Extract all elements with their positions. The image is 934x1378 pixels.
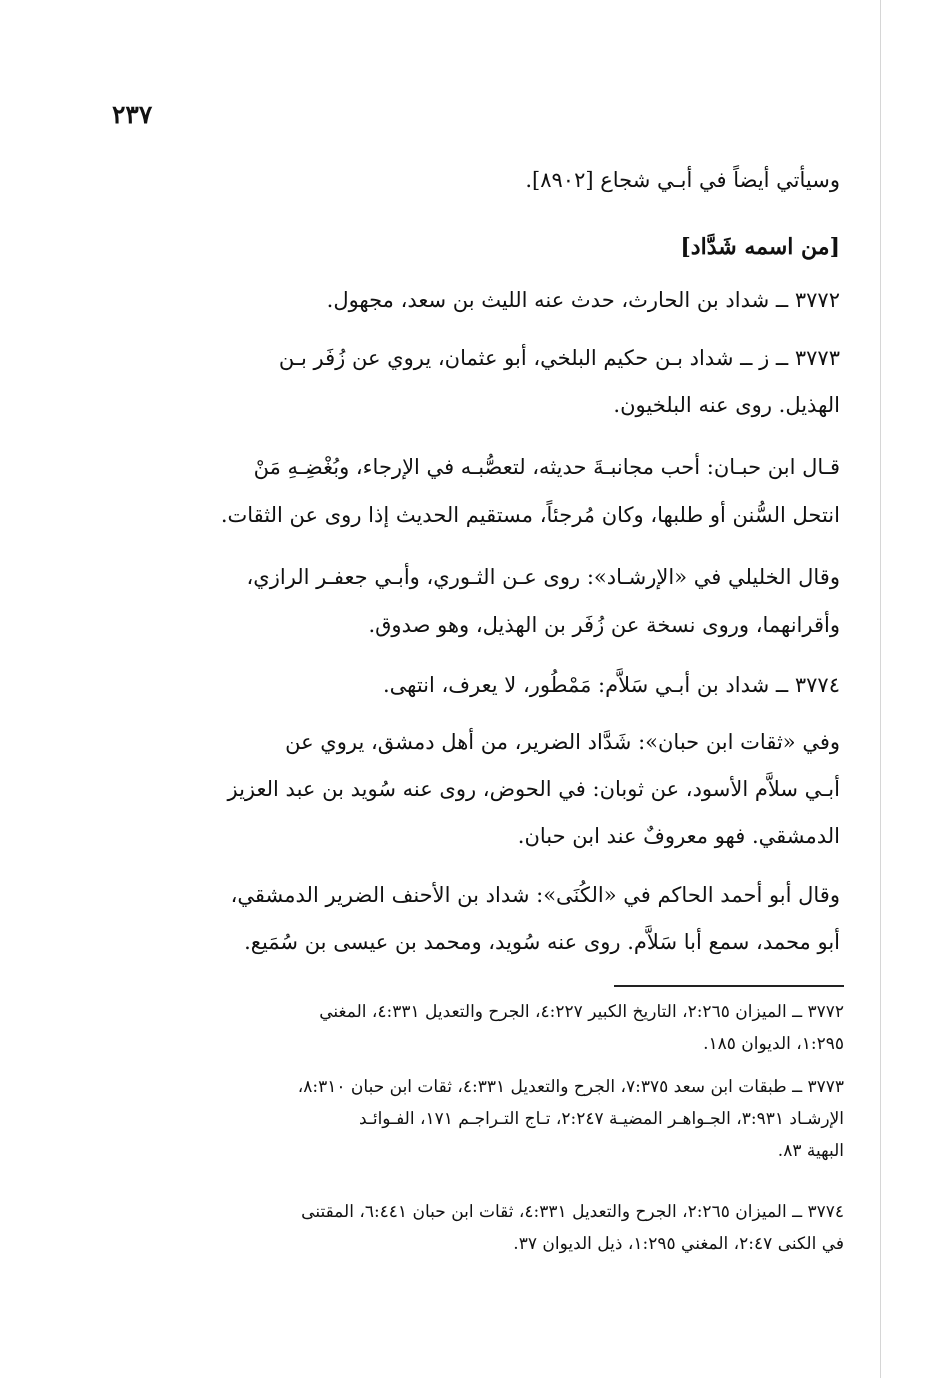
main-text: [112, 0, 840, 960]
entry-line: ٣٧٧٣ ــ ز ــ شداد بـن حكيم البلخي، أبو عثمان، يروي عن زُفَر بـن: [278, 346, 840, 370]
intro-line-text: وسيأتي أيضاً في أبـي شجاع [٨٩٠٢].: [525, 168, 840, 192]
paragraph-line: وفي «ثقات ابن حبان»: شَدَّاد الضرير، من أهل دمشق، يروي عن: [285, 730, 840, 754]
entry-line: الهذيل. روى عنه البلخيون.: [613, 393, 840, 417]
page-number: ٢٣٧: [112, 100, 153, 129]
paragraph-line: وقال الخليلي في «الإرشـاد»: روى عـن الثـوري، وأبـي جعفـر الرازي،: [246, 565, 840, 589]
entry-line: ٣٧٧٤ ــ شداد بن أبـي سَلاَّم: مَمْطُور، لا يعرف، انتهى.: [382, 673, 840, 697]
footnote-line: ٣٧٧٤ ــ الميزان ٢:٢٦٥، الجرح والتعديل ٤:٣٣١، ثقات ابن حبان ٦:٤٤١، المقتنى: [301, 1202, 844, 1222]
footnote-line: ٣٧٧٢ ــ الميزان ٢:٢٦٥، التاريخ الكبير ٤:٢٢٧، الجرح والتعديل ٤:٣٣١، المغني: [319, 1002, 844, 1022]
paragraph-khalili: [112, 562, 840, 640]
footnote-line: البهية ٨٣.: [777, 1141, 844, 1161]
paragraph-hakim: [112, 880, 840, 957]
entry-3773: [112, 343, 840, 420]
footnote-3773: [112, 1073, 844, 1165]
footnote-line: ١:٢٩٥، الديوان ١٨٥.: [703, 1034, 844, 1054]
footnote-3772: [112, 998, 844, 1058]
paragraph-ibn-hibban: [112, 452, 840, 530]
footnote-line: في الكنى ٢:٤٧، المغني ١:٢٩٥، ذيل الديوان ٣٧.: [513, 1234, 844, 1254]
paragraph-line: وأقرانهما، وروى نسخة عن زُفَر بن الهذيل، وهو صدوق.: [368, 613, 840, 637]
entry-3774: [112, 670, 840, 700]
intro-line: [112, 165, 840, 195]
paragraph-thiqat: [112, 727, 840, 851]
footnote-separator: [614, 985, 844, 987]
entry-line: ٣٧٧٢ ــ شداد بن الحارث، حدث عنه الليث بن سعد، مجهول.: [326, 288, 840, 312]
paragraph-line: وقال أبو أحمد الحاكم في «الكُنَى»: شداد بن الأحنف الضرير الدمشقي،: [230, 883, 840, 907]
paragraph-line: الدمشقي. فهو معروفٌ عند ابن حبان.: [517, 824, 840, 848]
paragraph-line: قـال ابن حبـان: أحب مجانبـةَ حديثه، لتعصُّبـه في الإرجاء، وبُغْضِـهِ مَنْ: [253, 455, 840, 479]
footnote-line: ٣٧٧٣ ــ طبقات ابن سعد ٧:٣٧٥، الجرح والتعديل ٤:٣٣١، ثقات ابن حبان ٨:٣١٠،: [297, 1077, 844, 1097]
paragraph-line: أبو محمد، سمع أبا سَلاَّم. روى عنه سُويد، ومحمد بن عيسى بن سُمَيع.: [244, 930, 840, 954]
section-heading: [من اسمه شَدَّاد]: [680, 234, 840, 260]
footnote-3774: [112, 1198, 844, 1258]
entry-3772: [112, 285, 840, 315]
footnote-line: الإرشـاد ٣:٩٣١، الجـواهـر المضيـة ٢:٢٤٧، تـاج التـراجـم ١٧١، الفـوائـد: [358, 1109, 844, 1129]
paragraph-line: أبـي سلاَّم الأسود، عن ثوبان: في الحوض، روى عنه سُويد بن عبد العزيز: [227, 777, 840, 801]
paragraph-line: انتحل السُّنن أو طلبها، وكان مُرجئاً، مستقيم الحديث إذا روى عن الثقات.: [220, 503, 840, 527]
page-edge-line: [880, 0, 881, 1378]
